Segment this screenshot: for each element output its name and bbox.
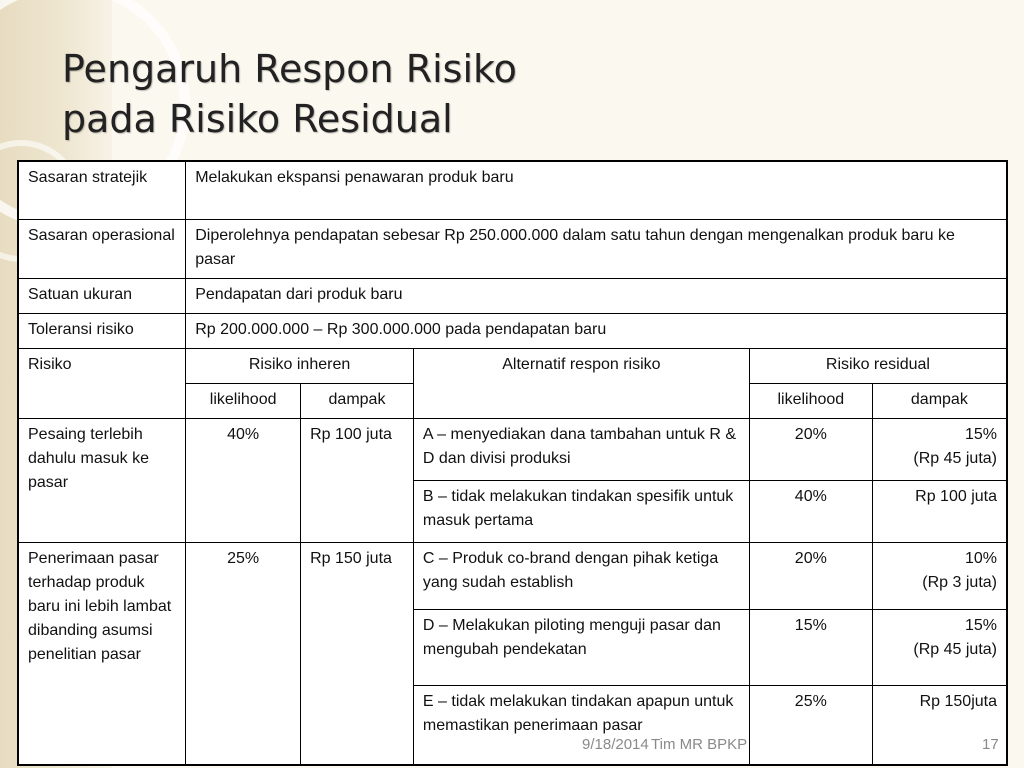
response-text: E – tidak melakukan tindakan apapun untuk memastikan penerimaan pasar xyxy=(413,685,749,765)
response-dampak xyxy=(872,685,1007,765)
risk-inheren-likelihood: 25% xyxy=(186,542,301,765)
header-risiko: Risiko xyxy=(18,348,186,418)
footer-date: 9/18/2014 xyxy=(582,736,649,753)
risk-inheren-likelihood: 40% xyxy=(186,418,301,542)
slide-title xyxy=(62,44,517,144)
response-text: C – Produk co-brand dengan pihak ketiga yang sudah establish xyxy=(413,542,749,609)
response-likelihood: 25% xyxy=(749,685,872,765)
risk-inheren-dampak: Rp 150 juta xyxy=(301,542,414,765)
info-label: Satuan ukuran xyxy=(18,278,186,313)
subheader-inheren-likelihood: likelihood xyxy=(186,383,301,418)
info-label: Sasaran operasional xyxy=(18,219,186,278)
response-text: D – Melakukan piloting menguji pasar dan mengubah pendekatan xyxy=(413,609,749,685)
subheader-residual-likelihood: likelihood xyxy=(749,383,872,418)
response-dampak-note: (Rp 45 juta) xyxy=(913,449,997,467)
response-likelihood: 20% xyxy=(749,542,872,609)
subheader-residual-dampak: dampak xyxy=(872,383,1007,418)
response-dampak-note: (Rp 45 juta) xyxy=(913,640,997,658)
response-likelihood: 15% xyxy=(749,609,872,685)
slide-title-line1: Pengaruh Respon Risiko xyxy=(62,47,517,91)
subheader-inheren-dampak: dampak xyxy=(301,383,414,418)
response-likelihood: 40% xyxy=(749,480,872,542)
response-dampak-value: 10% xyxy=(964,549,997,567)
header-risiko-residual: Risiko residual xyxy=(749,348,1007,383)
response-dampak-value: Rp 100 juta xyxy=(915,487,997,505)
table-row xyxy=(18,542,1007,609)
header-risiko-inheren: Risiko inheren xyxy=(186,348,414,383)
risk-inheren-dampak: Rp 100 juta xyxy=(301,418,414,542)
response-dampak-note: (Rp 3 juta) xyxy=(922,573,997,591)
response-text: B – tidak melakukan tindakan spesifik untuk masuk pertama xyxy=(413,480,749,542)
info-label: Toleransi risiko xyxy=(18,313,186,348)
footer-author: Tim MR BPKP xyxy=(651,736,748,753)
response-dampak xyxy=(872,480,1007,542)
info-label: Sasaran stratejik xyxy=(18,161,186,219)
header-row xyxy=(18,348,1007,383)
table-row xyxy=(18,418,1007,480)
response-dampak xyxy=(872,418,1007,480)
info-row-sasaran-stratejik xyxy=(18,161,1007,219)
response-dampak-value: 15% xyxy=(964,616,997,634)
info-row-sasaran-operasional xyxy=(18,219,1007,278)
info-row-satuan-ukuran xyxy=(18,278,1007,313)
risk-name: Penerimaan pasar terhadap produk baru ini lebih lambat dibanding asumsi penelitian pasar xyxy=(18,542,186,765)
footer-page-number: 17 xyxy=(982,736,999,753)
info-value: Diperolehnya pendapatan sebesar Rp 250.000.000 dalam satu tahun dengan mengenalkan produk baru ke pasar xyxy=(186,219,1007,278)
info-row-toleransi-risiko xyxy=(18,313,1007,348)
risk-name: Pesaing terlebih dahulu masuk ke pasar xyxy=(18,418,186,542)
response-dampak-value: 15% xyxy=(964,425,997,443)
info-value: Pendapatan dari produk baru xyxy=(186,278,1007,313)
response-dampak xyxy=(872,542,1007,609)
risk-table xyxy=(17,160,1008,766)
info-value: Melakukan ekspansi penawaran produk baru xyxy=(186,161,1007,219)
header-alternatif-respon: Alternatif respon risiko xyxy=(413,348,749,418)
response-text: A – menyediakan dana tambahan untuk R & D dan divisi produksi xyxy=(413,418,749,480)
response-likelihood: 20% xyxy=(749,418,872,480)
response-dampak-value: Rp 150juta xyxy=(919,692,997,710)
info-value: Rp 200.000.000 – Rp 300.000.000 pada pendapatan baru xyxy=(186,313,1007,348)
slide-title-line2: pada Risiko Residual xyxy=(62,97,453,141)
response-dampak xyxy=(872,609,1007,685)
